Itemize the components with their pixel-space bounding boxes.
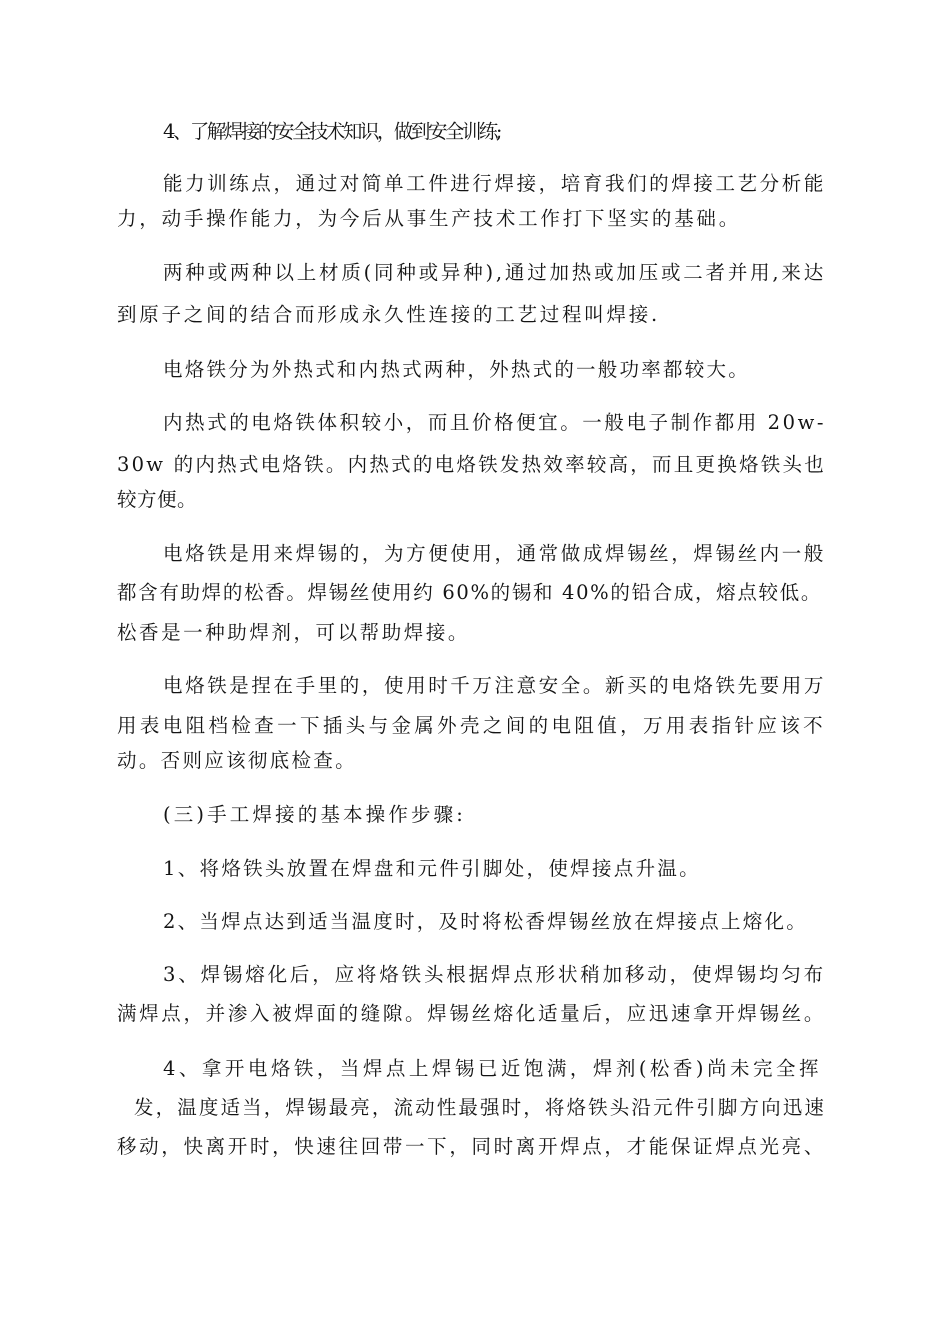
text-line: 4、拿开电烙铁，当焊点上焊锡已近饱满，焊剂(松香)尚未完全挥 — [163, 1057, 823, 1080]
text-line: 内热式的电烙铁体积较小，而且价格便宜。一般电子制作都用 20w- — [163, 411, 826, 434]
text-line: 力，动手操作能力，为今后从事生产技术工作打下坚实的基础。 — [117, 207, 741, 230]
text-line: 较方便。 — [117, 488, 197, 511]
text-line: 满焊点，并渗入被焊面的缝隙。焊锡丝熔化适量后，应迅速拿开焊锡丝。 — [117, 1002, 826, 1025]
text-line: 2、当焊点达到适当温度时，及时将松香焊锡丝放在焊接点上熔化。 — [163, 910, 808, 933]
text-line: 发，温度适当，焊锡最亮，流动性最强时，将烙铁头沿元件引脚方向迅速 — [134, 1096, 827, 1119]
text-line: 都含有助焊的松香。焊锡丝使用约 60%的锡和 40%的铅合成，熔点较低。 — [117, 581, 822, 604]
text-line: 电烙铁分为外热式和内热式两种，外热式的一般功率都较大。 — [163, 358, 750, 381]
text-line: (三)手工焊接的基本操作步骤: — [163, 803, 466, 826]
text-line: 电烙铁是捏在手里的，使用时千万注意安全。新买的电烙铁先要用万 — [163, 674, 826, 697]
text-line: 电烙铁是用来焊锡的，为方便使用，通常做成焊锡丝，焊锡丝内一般 — [163, 542, 826, 565]
text-line: 1、将烙铁头放置在焊盘和元件引脚处，使焊接点升温。 — [163, 857, 701, 880]
text-line: 30w 的内热式电烙铁。内热式的电烙铁发热效率较高，而且更换烙铁头也 — [117, 453, 826, 476]
text-line: 移动，快离开时，快速往回带一下，同时离开焊点，才能保证焊点光亮、 — [117, 1135, 826, 1158]
text-line: 两种或两种以上材质(同种或异种),通过加热或加压或二者并用,来达 — [163, 261, 826, 284]
text-line: 到原子之间的结合而形成永久性连接的工艺过程叫焊接. — [117, 303, 660, 326]
text-line: 松香是一种助焊剂，可以帮助焊接。 — [117, 621, 470, 644]
text-line: 动。否则应该彻底检查。 — [117, 749, 357, 772]
text-line: 用表电阻档检查一下插头与金属外壳之间的电阻值，万用表指针应该不 — [117, 714, 826, 737]
text-line: 能力训练点，通过对简单工件进行焊接，培育我们的焊接工艺分析能 — [163, 172, 826, 195]
text-line: 4、了解焊接的安全技术知识，做到安全训练; — [163, 120, 500, 143]
text-line: 3、焊锡熔化后，应将烙铁头根据焊点形状稍加移动，使焊锡均匀布 — [163, 963, 826, 986]
